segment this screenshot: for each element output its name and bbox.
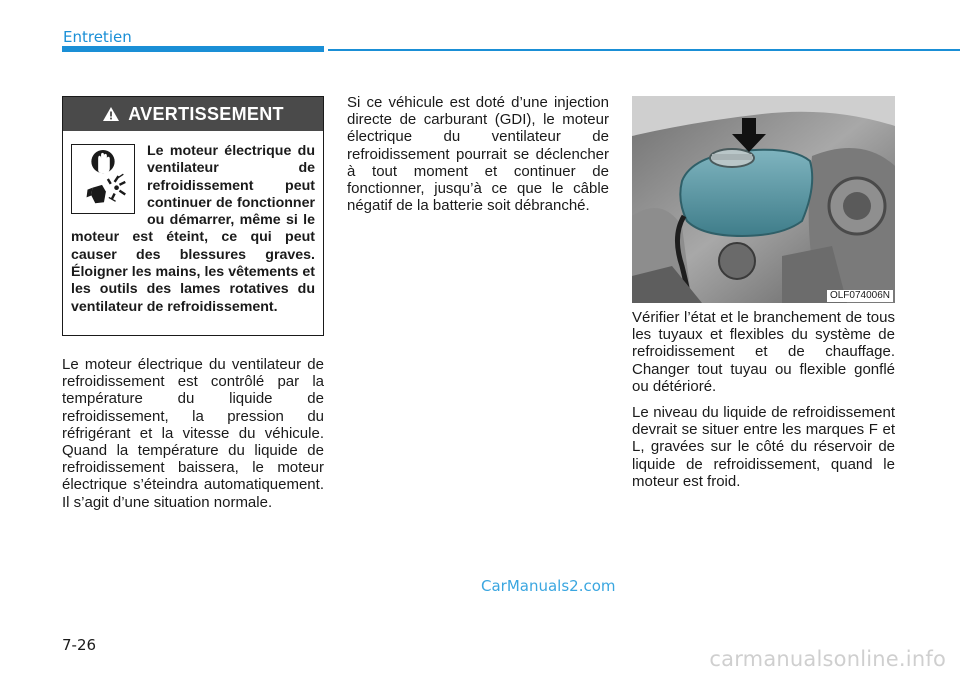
right-column [632, 309, 895, 499]
watermark-footer: carmanualsonline.info [709, 647, 946, 671]
warning-header [63, 97, 323, 131]
header-rule-thick [62, 46, 324, 52]
image-code: OLF074006N [827, 290, 893, 302]
left-paragraph: Le moteur électrique du ventilateur de refroidissement est contrôlé par la température du liquide de refroidissement, la pression du réfrigérant et la vitesse du véhicule. Quand la température du liquide de refroidissement baissera, le moteur électrique s’éteindra automatiquement. Il s’agit d’une situation normale. [62, 356, 324, 511]
hand-fan-hazard-icon [71, 144, 135, 214]
engine-photo [632, 96, 895, 303]
coolant-reservoir-image [632, 96, 895, 303]
warning-triangle-icon [102, 106, 120, 122]
warning-box [62, 96, 324, 336]
left-column [62, 356, 324, 520]
page-number: 7-26 [62, 636, 97, 654]
middle-paragraph: Si ce véhicule est doté d’une injection directe de carburant (GDI), le moteur électrique du ventilateur de refroidissement pourrait se déclencher à tout moment et continuer de fonctionner, jusqu’à ce que le câble négatif de la batterie soit débranché. [347, 94, 609, 215]
warning-body [63, 131, 323, 316]
middle-column [347, 94, 609, 223]
right-paragraph-1: Vérifier l’état et le branchement de tous les tuyaux et flexibles du système de refroidissement et de chauffage. Changer tout tuyau ou flexible gonflé ou détérioré. [632, 309, 895, 395]
warning-text: Le moteur électrique du ventilateur de refroidissement peut continuer de fonctionner ou démarrer, même si le moteur est éteint, ce qui peut causer des blessures graves. Éloigner les mains, les vêtements et les outils des lames rotatives du ventilateur de refroidissement. [71, 143, 315, 315]
warning-title: AVERTISSEMENT [128, 103, 284, 124]
header-rule-thin [328, 49, 960, 51]
right-paragraph-2: Le niveau du liquide de refroidissement devrait se situer entre les marques F et L, gravées sur le côté du réservoir de liquide de refroidissement, quand le moteur est froid. [632, 404, 895, 490]
watermark-link[interactable]: CarManuals2.com [481, 577, 616, 595]
section-title: Entretien [63, 28, 132, 46]
